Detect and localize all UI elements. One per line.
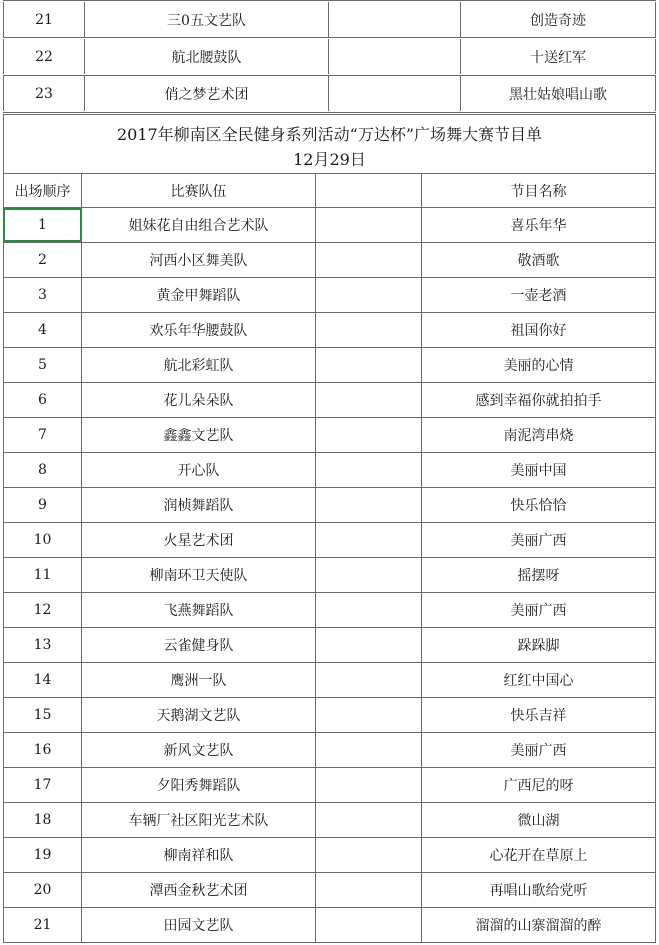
team-cell[interactable]: 三0五文艺队: [85, 2, 329, 37]
blank-cell[interactable]: [316, 313, 422, 347]
order-cell[interactable]: 3: [3, 278, 82, 312]
order-cell[interactable]: 8: [3, 453, 82, 487]
program-cell[interactable]: 美丽广西: [422, 593, 656, 627]
program-cell[interactable]: 微山湖: [422, 803, 656, 837]
blank-cell[interactable]: [316, 243, 422, 277]
order-cell[interactable]: 11: [3, 558, 82, 592]
team-cell[interactable]: 柳南祥和队: [82, 838, 316, 872]
order-cell[interactable]: 10: [3, 523, 82, 557]
team-cell[interactable]: 柳南环卫天使队: [82, 558, 316, 592]
program-cell[interactable]: 创造奇迹: [461, 2, 656, 37]
program-cell[interactable]: 祖国你好: [422, 313, 656, 347]
order-cell[interactable]: 13: [3, 628, 82, 662]
order-cell[interactable]: 6: [3, 383, 82, 417]
table-row[interactable]: [3, 278, 656, 313]
team-cell[interactable]: 开心队: [82, 453, 316, 487]
table-row[interactable]: [3, 418, 656, 453]
table-row[interactable]: [3, 873, 656, 908]
team-cell[interactable]: 河西小区舞美队: [82, 243, 316, 277]
team-cell[interactable]: 火星艺术团: [82, 523, 316, 557]
team-cell[interactable]: 云雀健身队: [82, 628, 316, 662]
table-row[interactable]: [3, 208, 656, 243]
program-cell[interactable]: 广西尼的呀: [422, 768, 656, 802]
header-order[interactable]: 出场顺序: [3, 174, 82, 207]
table-row[interactable]: [3, 803, 656, 838]
blank-cell[interactable]: [329, 39, 461, 74]
table-row[interactable]: [3, 243, 656, 278]
table-row[interactable]: [3, 558, 656, 593]
order-cell[interactable]: 7: [3, 418, 82, 452]
table-row[interactable]: [3, 838, 656, 873]
program-cell[interactable]: 喜乐年华: [422, 208, 656, 242]
order-cell[interactable]: 17: [3, 768, 82, 802]
blank-cell[interactable]: [316, 348, 422, 382]
order-cell[interactable]: 18: [3, 803, 82, 837]
order-cell[interactable]: 5: [3, 348, 82, 382]
header-blank[interactable]: [316, 174, 422, 207]
program-cell[interactable]: 摇摆呀: [422, 558, 656, 592]
blank-cell[interactable]: [316, 698, 422, 732]
program-cell[interactable]: 美丽广西: [422, 523, 656, 557]
blank-cell[interactable]: [316, 733, 422, 767]
blank-cell[interactable]: [316, 908, 422, 942]
team-cell[interactable]: 鹰洲一队: [82, 663, 316, 697]
team-cell[interactable]: 航北腰鼓队: [85, 39, 329, 74]
program-cell[interactable]: 黑壮姑娘唱山歌: [461, 76, 656, 111]
page-title: 2017年柳南区全民健身系列活动“万达杯”广场舞大赛节目单: [116, 125, 543, 144]
blank-cell[interactable]: [316, 663, 422, 697]
program-cell[interactable]: 快乐恰恰: [422, 488, 656, 522]
program-cell[interactable]: 快乐吉祥: [422, 698, 656, 732]
team-cell[interactable]: 夕阳秀舞蹈队: [82, 768, 316, 802]
program-cell[interactable]: 一壶老酒: [422, 278, 656, 312]
top-row[interactable]: [3, 76, 656, 111]
order-cell[interactable]: 12: [3, 593, 82, 627]
program-cell[interactable]: 十送红军: [461, 39, 656, 74]
team-cell[interactable]: 润桢舞蹈队: [82, 488, 316, 522]
blank-cell[interactable]: [316, 628, 422, 662]
program-cell[interactable]: 南泥湾串烧: [422, 418, 656, 452]
program-cell[interactable]: 跺跺脚: [422, 628, 656, 662]
blank-cell[interactable]: [316, 278, 422, 312]
blank-cell[interactable]: [316, 873, 422, 907]
blank-cell[interactable]: [316, 593, 422, 627]
order-cell[interactable]: 2: [3, 243, 82, 277]
team-cell[interactable]: 欢乐年华腰鼓队: [82, 313, 316, 347]
program-cell[interactable]: 溜溜的山寨溜溜的醉: [422, 908, 656, 942]
title-block[interactable]: [3, 115, 656, 173]
team-cell[interactable]: 姐妹花自由组合艺术队: [82, 208, 316, 242]
blank-cell[interactable]: [316, 453, 422, 487]
team-cell[interactable]: 航北彩虹队: [82, 348, 316, 382]
program-cell[interactable]: 敬酒歌: [422, 243, 656, 277]
table-row[interactable]: [3, 628, 656, 663]
team-cell[interactable]: 俏之梦艺术团: [85, 76, 329, 111]
team-cell[interactable]: 花儿朵朵队: [82, 383, 316, 417]
team-cell[interactable]: 飞燕舞蹈队: [82, 593, 316, 627]
order-cell[interactable]: 21: [3, 2, 85, 37]
header-program[interactable]: 节目名称: [422, 174, 656, 207]
table-row[interactable]: [3, 698, 656, 733]
program-cell[interactable]: 心花开在草原上: [422, 838, 656, 872]
event-date: 12月29日: [293, 150, 366, 169]
order-cell[interactable]: 14: [3, 663, 82, 697]
blank-cell[interactable]: [316, 488, 422, 522]
table-row[interactable]: [3, 733, 656, 768]
header-team[interactable]: 比赛队伍: [82, 174, 316, 207]
team-cell[interactable]: 田园文艺队: [82, 908, 316, 942]
table-row[interactable]: [3, 663, 656, 698]
blank-cell[interactable]: [316, 523, 422, 557]
program-cell[interactable]: 感到幸福你就拍拍手: [422, 383, 656, 417]
program-table: [3, 173, 656, 943]
team-cell[interactable]: 车辆厂社区阳光艺术队: [82, 803, 316, 837]
top-row[interactable]: [3, 39, 656, 74]
order-cell[interactable]: 15: [3, 698, 82, 732]
table-row[interactable]: [3, 313, 656, 348]
order-cell[interactable]: 23: [3, 76, 85, 111]
order-cell[interactable]: 20: [3, 873, 82, 907]
blank-cell[interactable]: [316, 418, 422, 452]
table-header-row: [3, 173, 656, 208]
table-row[interactable]: [3, 768, 656, 803]
team-cell[interactable]: 黄金甲舞蹈队: [82, 278, 316, 312]
blank-cell[interactable]: [316, 558, 422, 592]
blank-cell[interactable]: [329, 2, 461, 37]
table-body: [3, 208, 656, 943]
row-divider: [3, 112, 656, 113]
team-cell[interactable]: 潭西金秋艺术团: [82, 873, 316, 907]
program-cell[interactable]: 红红中国心: [422, 663, 656, 697]
team-cell[interactable]: 鑫鑫文艺队: [82, 418, 316, 452]
table-row[interactable]: [3, 453, 656, 488]
table-row[interactable]: [3, 383, 656, 418]
order-cell[interactable]: 1: [3, 208, 82, 242]
team-cell[interactable]: 天鹅湖文艺队: [82, 698, 316, 732]
blank-cell[interactable]: [316, 383, 422, 417]
order-cell[interactable]: 19: [3, 838, 82, 872]
program-cell[interactable]: 美丽的心情: [422, 348, 656, 382]
program-cell[interactable]: 再唱山歌给党听: [422, 873, 656, 907]
team-cell[interactable]: 新风文艺队: [82, 733, 316, 767]
blank-cell[interactable]: [316, 838, 422, 872]
top-row[interactable]: [3, 2, 656, 37]
blank-cell[interactable]: [316, 803, 422, 837]
top-border: [3, 0, 656, 1]
table-row[interactable]: [3, 348, 656, 383]
table-row[interactable]: [3, 908, 656, 943]
program-cell[interactable]: 美丽中国: [422, 453, 656, 487]
row-divider: [3, 37, 656, 38]
table-row[interactable]: [3, 593, 656, 628]
order-cell[interactable]: 16: [3, 733, 82, 767]
order-cell[interactable]: 21: [3, 908, 82, 942]
blank-cell[interactable]: [316, 768, 422, 802]
blank-cell[interactable]: [329, 76, 461, 111]
table-row[interactable]: [3, 488, 656, 523]
order-cell[interactable]: 9: [3, 488, 82, 522]
program-cell[interactable]: 美丽广西: [422, 733, 656, 767]
blank-cell[interactable]: [316, 208, 422, 242]
order-cell[interactable]: 22: [3, 39, 85, 74]
order-cell[interactable]: 4: [3, 313, 82, 347]
table-row[interactable]: [3, 523, 656, 558]
